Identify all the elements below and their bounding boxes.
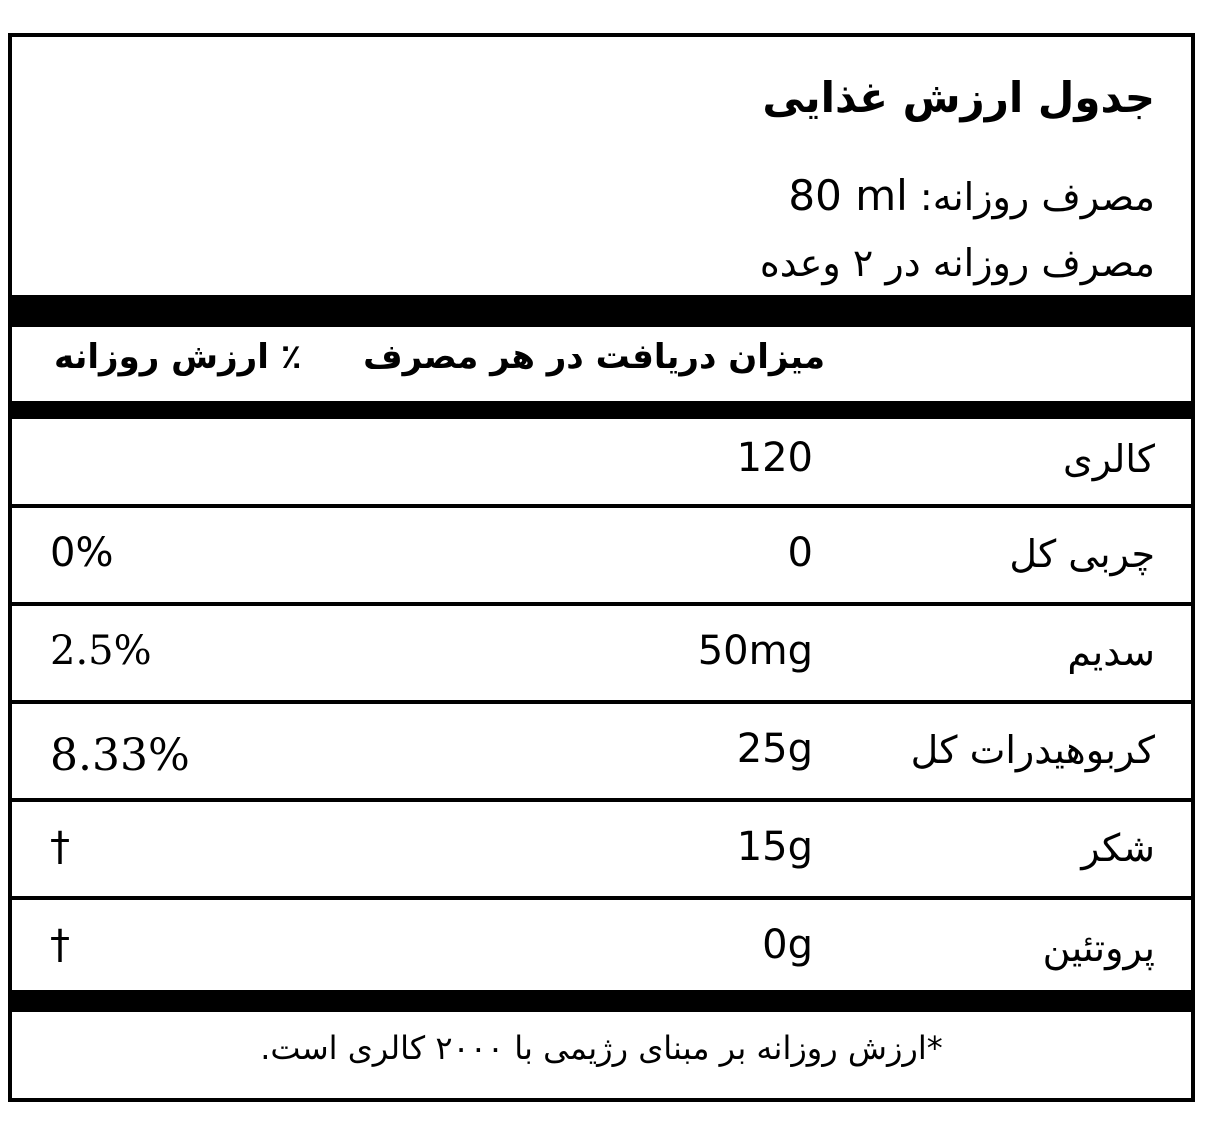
thick-divider-top [12, 295, 1191, 327]
nutrient-amount: 120 [736, 435, 813, 481]
label-title: جدول ارزش غذایی [762, 73, 1155, 122]
nutrient-daily-value: 2.5% [50, 628, 152, 674]
nutrient-row-total-carbohydrates [12, 704, 1191, 798]
nutrient-daily-value: 0% [50, 530, 114, 576]
nutrient-amount: 25g [736, 726, 813, 772]
daily-value-footnote: *ارزش روزانه بر مبنای رژیمی با ۲۰۰۰ کالری است. [260, 1029, 943, 1067]
serving-size [788, 171, 1155, 220]
nutrient-daily-value: 8.33% [50, 730, 190, 781]
nutrient-name: کربوهیدرات کل [910, 728, 1155, 772]
nutrient-name: سدیم [1067, 630, 1155, 674]
nutrient-amount: 0g [762, 922, 813, 968]
nutrient-amount: 15g [736, 824, 813, 870]
nutrient-name: کالری [1063, 437, 1155, 481]
nutrient-row-calories [12, 419, 1191, 504]
serving-size-amount: 80 ml [788, 171, 908, 220]
nutrient-amount: 50mg [697, 628, 813, 674]
nutrient-row-sodium [12, 606, 1191, 700]
nutrient-daily-value: † [50, 922, 70, 968]
nutrient-daily-value: † [50, 824, 70, 870]
serving-size-label: مصرف روزانه: [919, 175, 1155, 219]
nutrient-amount: 0 [787, 530, 813, 576]
nutrient-row-sugar [12, 802, 1191, 896]
nutrient-name: چربی کل [1009, 532, 1155, 576]
daily-value-header: ٪ ارزش روزانه [54, 337, 302, 377]
nutrition-facts-label [8, 33, 1195, 1102]
amount-per-serving-header: میزان دریافت در هر مصرف [363, 337, 825, 377]
nutrient-row-total-fat [12, 508, 1191, 602]
nutrient-name: پروتئین [1042, 926, 1155, 970]
servings-per-container: مصرف روزانه در ۲ وعده [759, 241, 1155, 285]
thick-divider-bottom [12, 990, 1191, 1012]
nutrient-row-protein [12, 900, 1191, 990]
thick-divider-header [12, 401, 1191, 419]
nutrient-name: شکر [1081, 826, 1155, 870]
